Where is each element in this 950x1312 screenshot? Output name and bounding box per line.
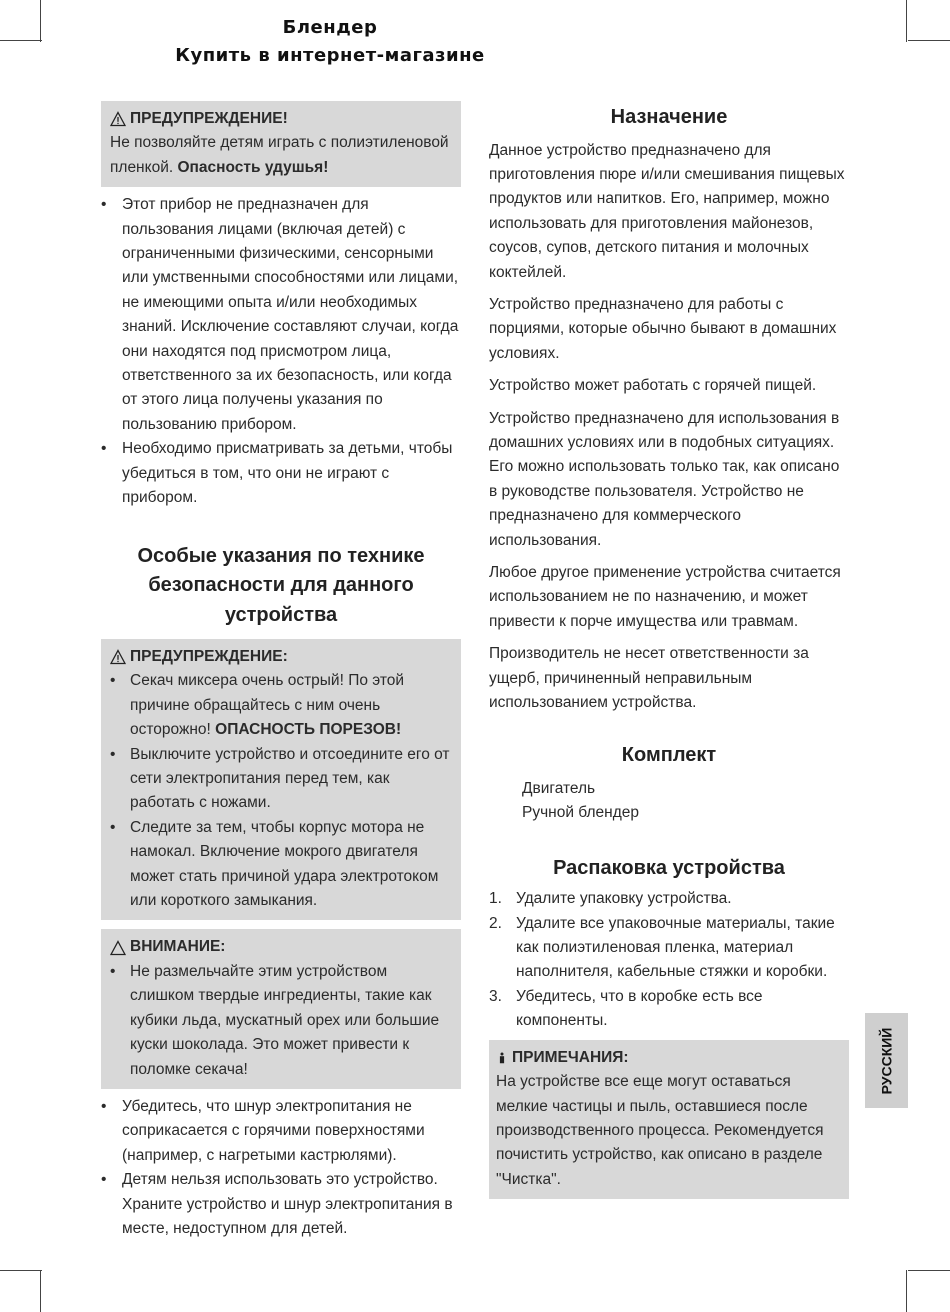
list-item: [489, 887, 849, 911]
info-icon: [496, 1050, 508, 1066]
left-column: [101, 101, 461, 1241]
section-title-special-safety: Особые указания по технике безопасности для данного устройства: [137, 544, 425, 626]
language-tab-label: РУССКИЙ: [878, 1027, 895, 1094]
warning-triangle-icon: [110, 111, 126, 127]
list-item: [110, 743, 452, 816]
list-item-text: Удалите упаковку устройства.: [516, 890, 732, 908]
note-text: На устройстве все еще могут оставаться мелкие частицы и пыль, оставшиеся после производственного процесса. Рекомендуется почистить устройство, как описано в разделе "Чистка".: [496, 1073, 824, 1188]
safety-bullet-list: [101, 193, 461, 510]
crop-mark: [908, 1270, 950, 1271]
list-item-text: Необходимо присматривать за детьми, чтобы убедиться в том, что они не играют с прибором.: [122, 440, 453, 507]
list-item: [101, 1095, 461, 1168]
warning-title: [110, 645, 452, 669]
crop-mark: [906, 1270, 907, 1312]
step-number: 3.: [489, 987, 502, 1005]
list-item-text: Этот прибор не предназначен для пользования лицами (включая детей) с ограниченными физическими, сенсорными или умственными способностями или лицами, не имеющими опыта и/или необходимых знаний. Исключение составляют случаи, когда они находятся под присмотром лица, ответственного за их безопасность, или когда от этого лица получены указания по пользованию прибором.: [122, 196, 459, 433]
warning-title-text: ПРЕДУПРЕЖДЕНИЕ:: [130, 648, 288, 665]
list-item: Ручной блендер: [522, 804, 639, 822]
paragraph: Устройство предназначено для работы с порциями, которые обычно бывают в домашних условиях.: [489, 295, 837, 362]
crop-mark: [0, 1270, 42, 1271]
warning-title: [110, 107, 452, 131]
caution-box: [101, 929, 461, 1088]
warning-body: Не позволяйте детям играть с полиэтиленовой пленкой.: [110, 134, 449, 176]
crop-mark: [40, 1270, 41, 1312]
list-item-text: Удалите все упаковочные материалы, такие как полиэтиленовая пленка, материал наполнителя, кабельные стяжки и коробки.: [516, 914, 835, 981]
warning-box-children: [101, 101, 461, 187]
list-item-text: Убедитесь, что шнур электропитания не соприкасается с горячими поверхностями (например, с нагретыми кастрюлями).: [122, 1097, 425, 1164]
note-title-text: ПРИМЕЧАНИЯ:: [512, 1048, 629, 1066]
paragraph: Устройство предназначено для использования в домашних условиях или в подобных ситуациях. Его можно использовать только так, как описано в руководстве пользователя. Устройство не предназначено для коммерческого использования.: [489, 409, 840, 549]
section-title-purpose: Назначение: [610, 106, 728, 128]
warning-emphasis: Опасность удушья!: [177, 158, 329, 176]
bullet-icon: •: [101, 1097, 107, 1115]
warning-text: [110, 131, 452, 180]
list-item-text: Выключите устройство и отсоедините его от сети электропитания перед тем, как работать с ножами.: [130, 745, 450, 812]
right-column: [489, 101, 849, 1199]
note-title: [496, 1046, 840, 1070]
section-title-unpack: Распаковка устройства: [553, 856, 785, 879]
crop-mark: [906, 0, 907, 42]
bullet-icon: •: [110, 745, 116, 763]
warning-list: [110, 669, 452, 913]
page-header: [0, 14, 660, 70]
crop-mark: [908, 40, 950, 41]
section-title-kit: Комплект: [621, 744, 717, 767]
bullet-icon: •: [110, 672, 116, 690]
caution-title-text: ВНИМАНИЕ:: [130, 938, 226, 956]
list-item: [489, 912, 849, 985]
caution-triangle-icon: [110, 940, 126, 956]
paragraph: Устройство может работать с горячей пищей.: [489, 377, 817, 395]
kit-list: [489, 777, 849, 826]
list-item-text: Секач миксера очень острый! По этой причине обращайтесь с ним очень осторожно!: [130, 672, 405, 739]
step-number: 2.: [489, 914, 502, 932]
list-item: [489, 985, 849, 1034]
language-tab: [865, 1013, 908, 1108]
paragraph: Данное устройство предназначено для приготовления пюре и/или смешивания пищевых продуктов или напитков. Его, например, можно использовать для приготовления майонезов, соусов, супов, детского питания и молочных коктейлей.: [489, 141, 845, 281]
bullet-icon: •: [101, 1171, 107, 1189]
list-item-text: Не размельчайте этим устройством слишком твердые ингредиенты, такие как кубики льда, мускатный орех или большие куски шоколада. Это может привести к поломке секача!: [130, 962, 440, 1078]
header-link-text: Купить в интернет-магазине: [175, 45, 485, 66]
warning-box-blade: [101, 639, 461, 920]
warning-title-text: ПРЕДУПРЕЖДЕНИЕ!: [130, 110, 288, 127]
step-number: 1.: [489, 890, 502, 908]
bullet-icon: •: [101, 196, 107, 214]
list-item: [101, 193, 461, 437]
list-item: [101, 1168, 461, 1241]
note-box: [489, 1040, 849, 1199]
list-item-text: Убедитесь, что в коробке есть все компоненты.: [516, 987, 763, 1030]
header-title: Блендер: [282, 17, 378, 38]
list-item-text: Детям нельзя использовать это устройство. Храните устройство и шнур электропитания в месте, недоступном для детей.: [122, 1171, 453, 1237]
unpack-steps: [489, 887, 849, 1033]
list-item: Двигатель: [522, 779, 596, 797]
list-item: [101, 437, 461, 510]
bullet-icon: •: [110, 818, 116, 836]
safety-bullet-list-2: [101, 1095, 461, 1241]
bullet-icon: •: [101, 440, 107, 458]
caution-title: [110, 935, 452, 959]
warning-triangle-icon: [110, 649, 126, 665]
paragraph: Любое другое применение устройства считается использованием не по назначению, и может привести к порче имущества или травмам.: [489, 564, 841, 630]
warning-emphasis: ОПАСНОСТЬ ПОРЕЗОВ!: [215, 721, 402, 739]
bullet-icon: •: [110, 962, 116, 980]
paragraph: Производитель не несет ответственности за ущерб, причиненный неправильным использованием устройства.: [489, 645, 809, 712]
list-item-text: Следите за тем, чтобы корпус мотора не намокал. Включение мокрого двигателя может стать причиной удара электротоком или короткого замыкания.: [130, 818, 439, 910]
caution-list: [110, 960, 452, 1082]
list-item: [110, 960, 452, 1082]
list-item: [110, 669, 452, 742]
list-item: [110, 816, 452, 914]
